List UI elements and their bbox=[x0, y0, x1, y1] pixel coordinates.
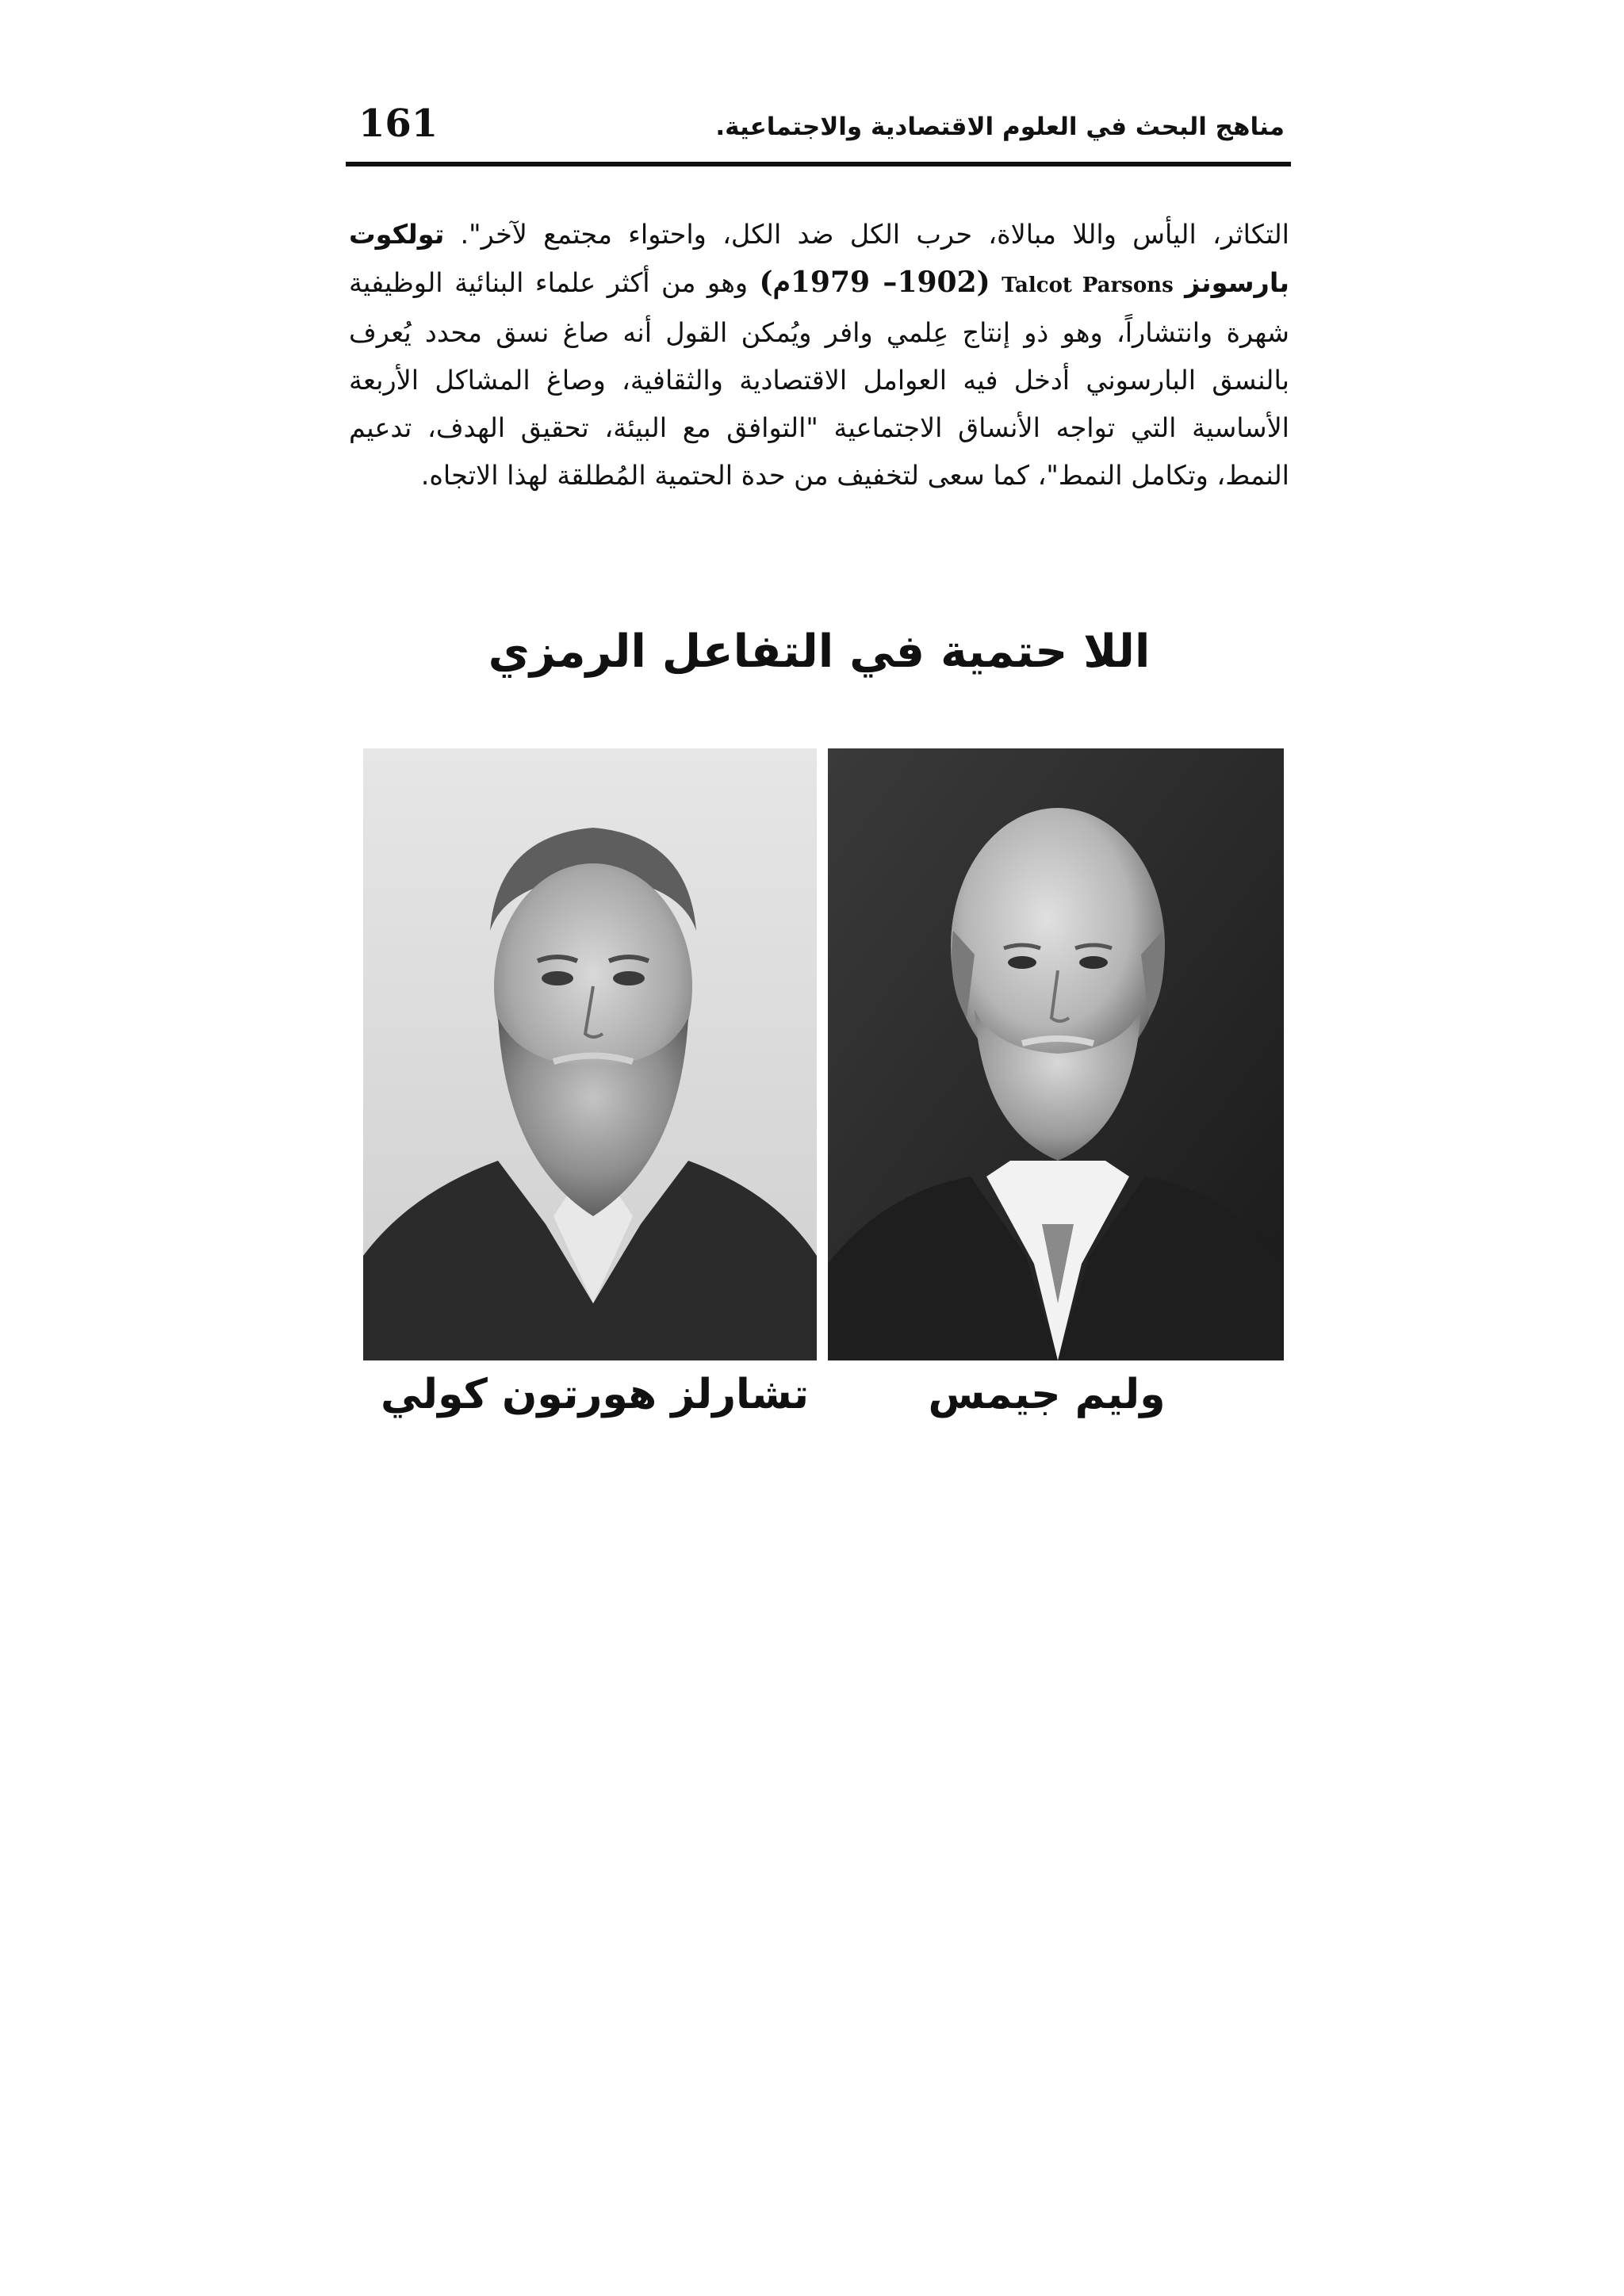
parsons-dates: (1902– 1979م) bbox=[759, 266, 990, 299]
caption-right: وليم جيمس bbox=[928, 1371, 1166, 1418]
page-number: 161 bbox=[358, 101, 439, 146]
page-header bbox=[346, 94, 1291, 166]
body-paragraph bbox=[349, 211, 1289, 499]
portrait-image-right bbox=[828, 748, 1284, 1360]
paragraph-end: وهو من أكثر علماء البنائية الوظيفية شهرة وانتشاراً، وهو ذو إنتاج عِلمي وافر ويُمكن القول أنه صاغ نسق محدد يُعرف بالنسق البارسوني أدخل فيه العوامل الاقتصادية والثقافية، وصاغ المشاكل الأربعة الأساسية التي تواجه الأنساق الاجتماعية "التوافق مع البيئة، تحقيق الهدف، تدعيم النمط، وتكامل النمط"، كما سعى لتخفيف من حدة الحتمية المُطلقة لهذا الاتجاه. bbox=[349, 267, 1289, 491]
section-title: اللا حتمية في التفاعل الرمزي bbox=[488, 626, 1151, 678]
parsons-name: تولكوت بارسونز bbox=[349, 219, 1289, 298]
parsons-latin-name: Talcot Parsons bbox=[1002, 274, 1174, 297]
caption-left: تشارلز هورتون كولي bbox=[380, 1371, 809, 1418]
paragraph-start: التكاثر، اليأس واللا مبالاة، حرب الكل ضد الكل، واحتواء مجتمع لآخر". bbox=[444, 219, 1289, 250]
running-title: مناهج البحث في العلوم الاقتصادية والاجتماعية. bbox=[715, 113, 1285, 141]
portrait-image-left bbox=[363, 748, 817, 1360]
